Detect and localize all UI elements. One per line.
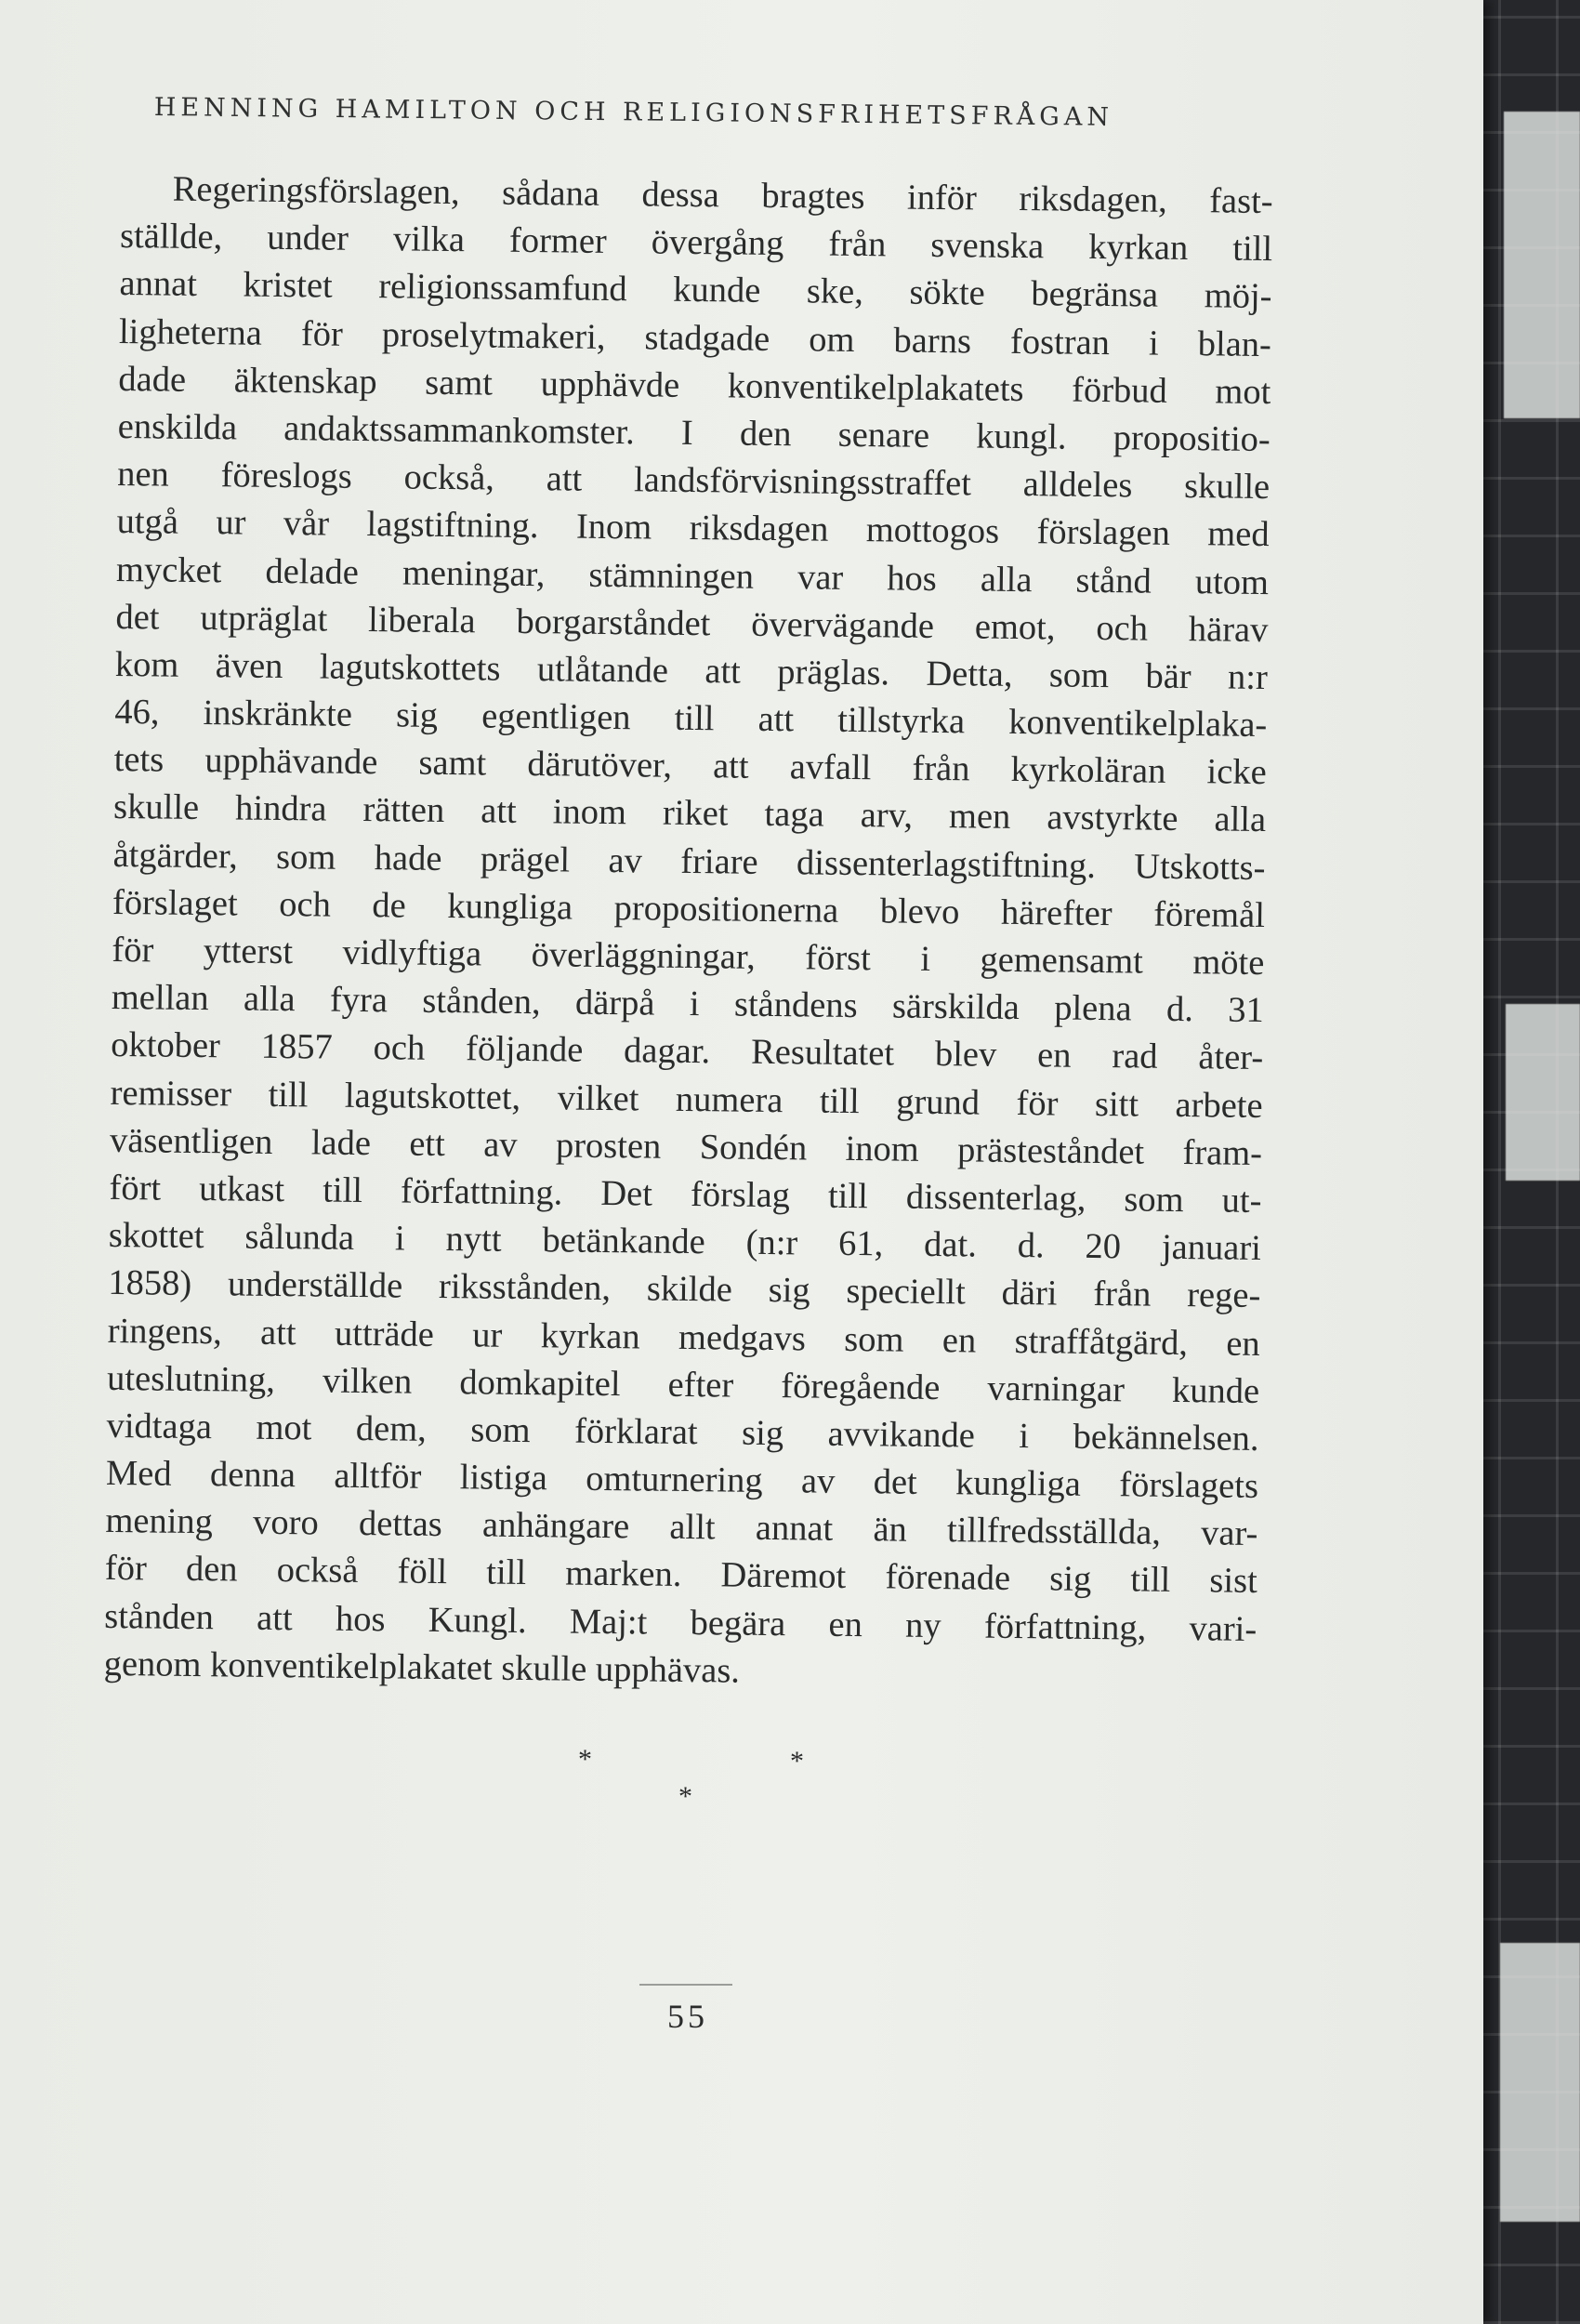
text-line: nen föreslogs också, att landsförvisningsstraffet alldeles skulle	[116, 455, 1271, 508]
text-line: genom konventikelplakatet skulle upphävas.	[103, 1644, 741, 1691]
text-line: ligheterna för proselytmakeri, stadgade om barns fostran i blan-	[118, 311, 1272, 364]
text-line: för den också föll till marken. Däremot förenade sig till sist	[104, 1549, 1258, 1602]
text-line: för ytterst vidlyftiga överläggningar, först i gemensamt möte	[112, 930, 1265, 984]
text-line: enskilda andaktssammankomster. I den senare kungl. propositio-	[117, 406, 1271, 459]
tape-strip-middle	[1506, 1004, 1580, 1181]
text-line: stånden att hos Kungl. Maj:t begära en ny författning, vari-	[104, 1596, 1257, 1649]
text-line: uteslutning, vilken domkapitel efter föregående varningar kunde	[106, 1358, 1260, 1411]
text-line: annat kristet religionssamfund kunde ske, sökte begränsa möj-	[119, 264, 1272, 317]
text-line: Regeringsförslagen, sådana dessa bragtes inför riksdagen, fast-	[172, 169, 1273, 222]
text-line: oktober 1857 och följande dagar. Resultatet blev en rad åter-	[111, 1025, 1264, 1078]
text-line: vidtaga mot dem, som förklarat sig avvikande i bekännelsen.	[106, 1406, 1259, 1459]
page-number: 55	[667, 1998, 708, 2035]
footer-rule	[639, 1984, 732, 1986]
text-line: det utpräglat liberala borgarståndet övervägande emot, och härav	[115, 597, 1269, 650]
text-line: tets upphävande samt därutöver, att avfall från kyrkoläran icke	[113, 740, 1267, 793]
text-line: 46, inskränkte sig egentligen till att tillstyrka konventikelplaka-	[114, 693, 1268, 746]
text-line: fört utkast till författning. Det förslag till dissenterlag, som ut-	[109, 1168, 1262, 1221]
section-break-asterisk: *	[678, 1781, 692, 1812]
text-line: remisser till lagutskottet, vilket numera till grund för sitt arbete	[110, 1073, 1263, 1126]
tape-strip-bottom	[1500, 1943, 1580, 2222]
tape-strip-top	[1504, 112, 1580, 418]
text-line: mening voro dettas anhängare allt annat än tillfredsställda, var-	[105, 1501, 1258, 1554]
text-line: Med denna alltför listiga omturnering av det kungliga förslagets	[105, 1453, 1259, 1507]
body-text	[103, 165, 1273, 1701]
text-line: ringens, att utträde ur kyrkan medgavs som en straffåtgärd, en	[107, 1311, 1260, 1364]
section-break-asterisk: *	[578, 1744, 592, 1775]
text-line: mellan alla fyra stånden, därpå i ståndens särskilda plena d. 31	[111, 978, 1265, 1031]
section-break-asterisk: *	[790, 1746, 804, 1776]
text-line: kom även lagutskottets utlåtande att präglas. Detta, som bär n:r	[114, 644, 1269, 697]
running-head: HENNING HAMILTON OCH RELIGIONSFRIHETSFRÅGAN	[153, 93, 1114, 132]
text-line: dade äktenskap samt upphävde konventikelplakatets förbud mot	[118, 359, 1271, 412]
text-line: ställde, under vilka former övergång från svenska kyrkan till	[119, 217, 1273, 270]
text-line: 1858) underställde riksstånden, skilde sig speciellt däri från rege-	[108, 1263, 1261, 1316]
text-line: skulle hindra rätten att inom riket taga arv, men avstyrkte alla	[112, 787, 1267, 840]
text-line: väsentligen lade ett av prosten Sondén inom prästeståndet fram-	[109, 1120, 1263, 1173]
text-line: mycket delade meningar, stämningen var hos alla stånd utom	[115, 549, 1270, 602]
text-line: åtgärder, som hade prägel av friare dissenterlagstiftning. Utskotts-	[112, 835, 1266, 888]
text-line: förslaget och de kungliga propositionerna blevo härefter föremål	[112, 882, 1266, 935]
text-line: skottet sålunda i nytt betänkande (n:r 61, dat. d. 20 januari	[108, 1216, 1262, 1269]
text-line: utgå ur vår lagstiftning. Inom riksdagen mottogos förslagen med	[116, 502, 1270, 555]
